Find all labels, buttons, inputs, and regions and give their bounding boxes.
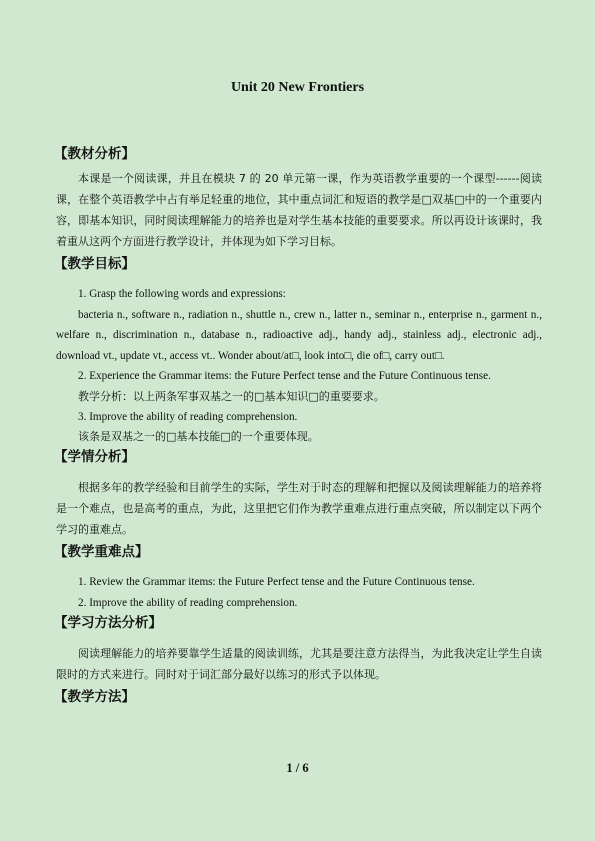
objective-item-1: 1. Grasp the following words and expressions:: [78, 288, 286, 300]
objective-item-3: 3. Improve the ability of reading comprehension.: [78, 410, 298, 423]
document-body: [56, 144, 542, 711]
learning-method-paragraph: 阅读理解能力的培养要靠学生适量的阅读训练，尤其是要注意方法得当，为此我决定让学生自读限时的方式来进行。同时对于词汇部分最好以练习的形式予以体现。: [56, 647, 542, 681]
section-heading-learning-method-analysis: 【学习方法分析】: [54, 615, 162, 631]
section-heading-teaching-methods: 【教学方法】: [54, 689, 135, 705]
objective-note-2: 该条是双基之一的□基本技能□的一个重要体现。: [78, 430, 319, 443]
vocabulary-list: bacteria n., software n., radiation n., shuttle n., crew n., latter n., seminar n., enterprise n., garment n., welfare n., discrimination n., database n., radioactive adj., handy adj., stainless adj., electronic adj., download vt., update vt., access vt.. Wonder about/at□, look into□, die of□, carry out□.: [56, 308, 542, 362]
key-point-item-1: 1. Review the Grammar items: the Future Perfect tense and the Future Continuous tense.: [78, 576, 475, 588]
page-title: Unit 20 New Frontiers: [230, 80, 365, 95]
section-heading-student-analysis: 【学情分析】: [54, 449, 135, 465]
section-heading-key-difficult-points: 【教学重难点】: [54, 544, 149, 560]
section-heading-teaching-objectives: 【教学目标】: [54, 256, 135, 272]
section-heading-textbook-analysis: 【教材分析】: [54, 146, 135, 162]
student-analysis-paragraph: 根据多年的教学经验和目前学生的实际，学生对于时态的理解和把握以及阅读理解能力的培养将是一个难点，也是高考的重点，为此，这里把它们作为教学重难点进行重点突破，所以制定以下两个学习的重难点。: [56, 481, 542, 536]
objective-note-1: 教学分析：以上两条军事双基之一的□基本知识□的重要要求。: [78, 389, 385, 403]
textbook-analysis-paragraph: 本课是一个阅读课，并且在模块 7 的 20 单元第一课，作为英语教学重要的一个课型------阅读课，在整个英语教学中占有举足轻重的地位，其中重点词汇和短语的教学是□双基□中的一个重要内容，即基本知识，同时阅读理解能力的培养也是对学生基本技能的重要要求。所以再设计该课时，我着重从这两个方面进行教学设计，并体现为如下学习目标。: [56, 172, 542, 248]
key-point-item-2: 2. Improve the ability of reading comprehension.: [78, 596, 298, 609]
objective-item-2: 2. Experience the Grammar items: the Future Perfect tense and the Future Continuous tense.: [78, 370, 491, 382]
page-number: 1 / 6: [286, 761, 309, 775]
